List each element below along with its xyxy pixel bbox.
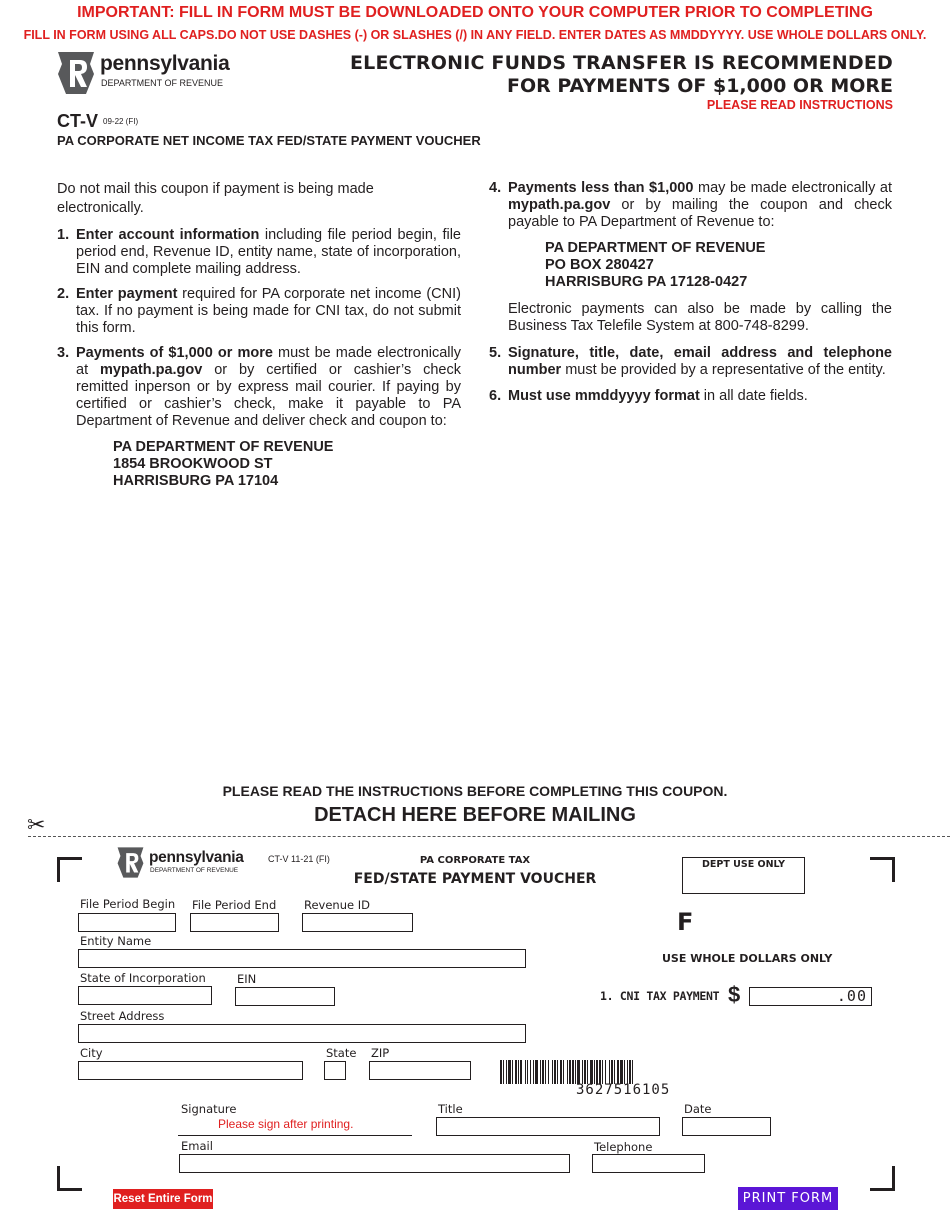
cut-line <box>28 836 950 837</box>
item-number: 6. <box>489 388 502 404</box>
date-field[interactable] <box>682 1117 771 1136</box>
ein-label: EIN <box>237 972 257 986</box>
form-type-letter: F <box>677 908 694 936</box>
form-revision-date: 09-22 (FI) <box>103 117 139 126</box>
corner-mark-top-right <box>870 857 895 882</box>
voucher-logo <box>116 846 256 880</box>
email-label: Email <box>181 1139 213 1153</box>
corner-mark-top-left <box>57 857 82 882</box>
cni-tax-payment-value: .00 <box>836 987 867 1005</box>
item-heading: Payments less than $1,000 <box>508 180 694 196</box>
item-text: must be made electronically at <box>76 345 461 378</box>
item-heading: Must use mmddyyyy format <box>508 388 700 404</box>
scissors-icon: ✂ <box>27 812 46 837</box>
item-number: 5. <box>489 345 502 361</box>
instruction-item-2 <box>57 286 461 337</box>
mypath-link: mypath.pa.gov <box>100 362 203 378</box>
address-line: HARRISBURG PA 17104 <box>113 473 279 489</box>
pa-revenue-logo <box>56 50 246 96</box>
zip-field[interactable] <box>369 1061 471 1080</box>
file-period-begin-field[interactable] <box>78 913 176 932</box>
item-number: 1. <box>57 227 70 243</box>
item-text: or by mailing the coupon and check payable to PA Department of Revenue to: <box>508 197 892 230</box>
item-heading: Enter payment <box>76 286 178 302</box>
state-field[interactable] <box>324 1061 346 1080</box>
zip-label: ZIP <box>371 1046 390 1060</box>
detach-heading: DETACH HERE BEFORE MAILING <box>314 804 636 826</box>
address-line: PA DEPARTMENT OF REVENUE <box>113 439 334 455</box>
address-line: PA DEPARTMENT OF REVENUE <box>545 240 766 256</box>
revenue-id-field[interactable] <box>302 913 413 932</box>
form-code: CT-V <box>57 111 99 131</box>
caps-instructions: FILL IN FORM USING ALL CAPS.DO NOT USE DASHES (-) OR SLASHES (/) IN ANY FIELD. ENTER DATES AS MMDDYYYY. USE WHOLE DOLLARS ONLY. <box>23 28 927 42</box>
dept-use-label: DEPT USE ONLY <box>702 859 785 870</box>
logo-wordmark: pennsylvania <box>149 849 244 866</box>
corner-mark-bottom-left <box>57 1166 82 1191</box>
date-label: Date <box>684 1102 712 1116</box>
file-period-begin-label: File Period Begin <box>80 897 176 911</box>
title-label: Title <box>438 1102 463 1116</box>
download-warning: IMPORTANT: FILL IN FORM MUST BE DOWNLOADED ONTO YOUR COMPUTER PRIOR TO COMPLETING <box>77 4 873 21</box>
email-field[interactable] <box>179 1154 570 1173</box>
voucher-tax-type: PA CORPORATE TAX <box>419 855 531 866</box>
item-heading: Signature, title, date, email address and telephone number <box>508 345 892 378</box>
address-line: PO BOX 280427 <box>545 257 654 273</box>
file-period-end-label: File Period End <box>192 898 277 912</box>
file-period-end-field[interactable] <box>190 913 279 932</box>
item-number: 2. <box>57 286 70 302</box>
telephone-field[interactable] <box>592 1154 705 1173</box>
cni-tax-payment-label: 1. CNI TAX PAYMENT <box>600 989 720 1003</box>
corner-mark-bottom-right <box>870 1166 895 1191</box>
item-text: in all date fields. <box>699 388 808 404</box>
title-field[interactable] <box>436 1117 660 1136</box>
state-label: State <box>326 1046 357 1060</box>
logo-wordmark: pennsylvania <box>100 52 230 75</box>
keystone-logo-icon <box>116 846 145 879</box>
instruction-item-4 <box>489 180 892 231</box>
reset-form-button[interactable]: Reset Entire Form <box>113 1189 213 1209</box>
city-label: City <box>80 1046 103 1060</box>
address-line: HARRISBURG PA 17128-0427 <box>545 274 748 290</box>
instruction-item-6 <box>489 388 892 405</box>
instruction-item-3 <box>57 345 461 430</box>
entity-name-label: Entity Name <box>80 934 152 948</box>
entity-name-field[interactable] <box>78 949 526 968</box>
instruction-item-1 <box>57 227 461 278</box>
intro-text: Do not mail this coupon if payment is being made electronically. <box>57 181 374 216</box>
mailing-address-po-box <box>489 240 892 291</box>
instruction-item-5 <box>489 345 892 379</box>
instructions-left-column <box>57 180 461 490</box>
logo-department: DEPARTMENT OF REVENUE <box>101 78 224 88</box>
item-heading: Payments of $1,000 or more <box>76 345 273 361</box>
whole-dollars-note: USE WHOLE DOLLARS ONLY <box>662 952 833 965</box>
page-title: PA CORPORATE NET INCOME TAX FED/STATE PAYMENT VOUCHER <box>57 133 481 148</box>
telephone-label: Telephone <box>594 1140 653 1154</box>
state-of-incorporation-field[interactable] <box>78 986 212 1005</box>
logo-department: DEPARTMENT OF REVENUE <box>150 867 239 874</box>
ein-field[interactable] <box>235 987 335 1006</box>
signature-line[interactable] <box>178 1135 412 1136</box>
item-heading: Enter account information <box>76 227 260 243</box>
city-field[interactable] <box>78 1061 303 1080</box>
item-text: may be made electronically at <box>693 180 892 196</box>
item-number: 4. <box>489 180 502 196</box>
dollar-sign: $ <box>728 982 741 1007</box>
eft-recommendation-line1: ELECTRONIC FUNDS TRANSFER IS RECOMMENDED <box>349 52 893 74</box>
print-form-button[interactable]: PRINT FORM <box>738 1187 838 1210</box>
voucher-form-code: CT-V 11-21 (FI) <box>268 854 330 864</box>
revenue-id-label: Revenue ID <box>304 898 370 912</box>
read-before-completing-note: PLEASE READ THE INSTRUCTIONS BEFORE COMPLETING THIS COUPON. <box>222 783 728 799</box>
barcode-icon <box>500 1060 763 1084</box>
eft-recommendation-line2: FOR PAYMENTS OF $1,000 OR MORE <box>507 75 893 97</box>
state-of-incorporation-label: State of Incorporation <box>80 971 206 985</box>
street-address-label: Street Address <box>80 1009 165 1023</box>
item-text: or by certified or cashier’s check remitted inperson or by express mail courier. If paying by certified or cashier’s check, make it payable to PA Department of Revenue and deliver check and coupon to: <box>76 362 461 429</box>
address-line: 1854 BROOKWOOD ST <box>113 456 273 472</box>
mypath-link: mypath.pa.gov <box>508 197 611 213</box>
item-text: required for PA corporate net income (CNI) tax. If no payment is being made for CNI tax, do not submit this form. <box>76 286 461 336</box>
instructions-right-column <box>489 180 892 405</box>
keystone-logo-icon <box>56 50 96 96</box>
read-instructions-note: PLEASE READ INSTRUCTIONS <box>706 98 893 112</box>
signature-label: Signature <box>181 1102 237 1116</box>
signature-note: Please sign after printing. <box>218 1117 354 1131</box>
street-address-field[interactable] <box>78 1024 526 1043</box>
item-text: must be provided by a representative of the entity. <box>561 362 886 378</box>
item-number: 3. <box>57 345 70 361</box>
mailing-address-express <box>57 439 461 490</box>
voucher-title: FED/STATE PAYMENT VOUCHER <box>353 871 597 887</box>
barcode-number: 3627516105 <box>576 1082 671 1098</box>
item-text: including file period begin, file period end, Revenue ID, entity name, state of incorporation, EIN and complete mailing address. <box>76 227 461 277</box>
telefile-text: Electronic payments can also be made by calling the Business Tax Telefile System at 800-748-8299. <box>508 301 892 334</box>
